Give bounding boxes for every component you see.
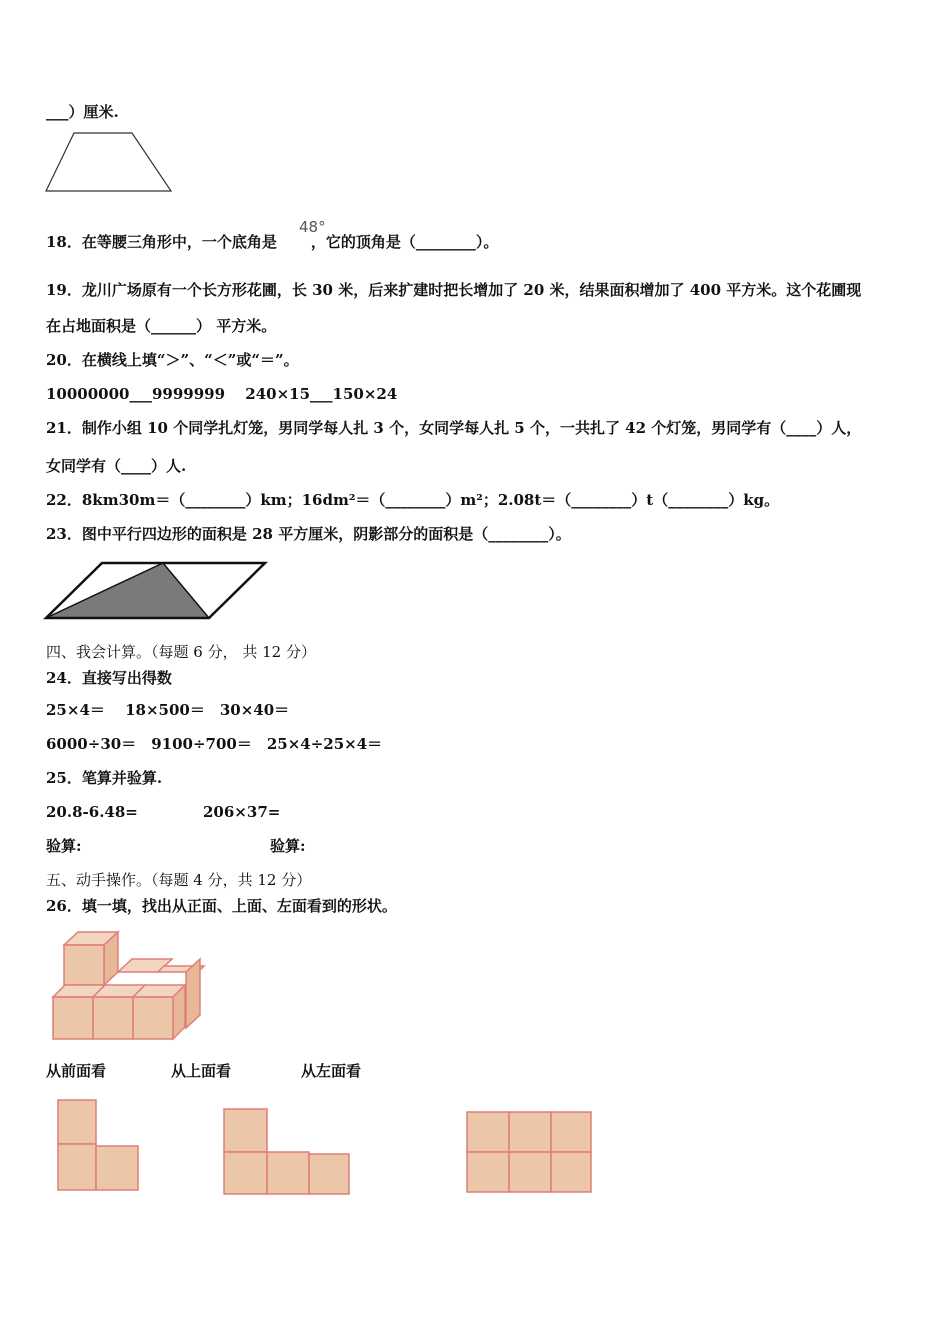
parallelogram-figure <box>44 560 268 622</box>
cube-stack-figure <box>50 930 210 1042</box>
view-shape-c <box>465 1110 595 1196</box>
q17-tail: ___）厘米. <box>46 103 119 121</box>
q26-title: 26．填一填，找出从正面、上面、左面看到的形状。 <box>46 897 397 915</box>
section5-heading: 五、动手操作。（每题 4 分，共 12 分） <box>46 871 312 889</box>
q25-title: 25．笔算并验算. <box>46 769 163 787</box>
q19-line2: 在占地面积是（______） 平方米。 <box>46 317 277 335</box>
q21-line2: 女同学有（____）人. <box>46 457 187 475</box>
angle-value: 48° <box>299 218 326 236</box>
q18 <box>46 232 498 252</box>
q19-line1: 19．龙川广场原有一个长方形花圃，长 30 米，后来扩建时把长增加了 20 米，结果面积增加了 400 平方米。这个花圃现 <box>46 281 862 299</box>
q24-title: 24．直接写出得数 <box>46 669 172 687</box>
view-shape-b <box>222 1107 354 1197</box>
section4-heading: 四、我会计算。（每题 6 分， 共 12 分） <box>46 643 316 661</box>
view-label-front: 从前面看 <box>46 1062 107 1080</box>
q18-after: ，它的顶角是（________）。 <box>310 233 499 251</box>
q25-check2: 验算: <box>270 837 306 855</box>
q20-title: 20．在横线上填“＞”、“＜”或“＝”。 <box>46 351 299 369</box>
q21-line1: 21．制作小组 10 个同学扎灯笼，男同学每人扎 3 个，女同学每人扎 5 个，一共扎了 42 个灯笼，男同学有（____）人， <box>46 419 862 437</box>
view-label-left: 从左面看 <box>301 1062 362 1080</box>
q25-check1: 验算: <box>46 837 82 855</box>
q18-before: 18．在等腰三角形中，一个底角是 <box>46 233 277 251</box>
q25-expr2: 206×37= <box>203 803 281 821</box>
q23: 23．图中平行四边形的面积是 28 平方厘米，阴影部分的面积是（________）。 <box>46 525 571 543</box>
q25-expr1: 20.8-6.48= <box>46 803 138 821</box>
trapezoid-figure <box>44 131 174 193</box>
q24-row2: 6000÷30＝ 9100÷700＝ 25×4÷25×4＝ <box>46 735 383 753</box>
view-shape-a <box>56 1098 146 1198</box>
q22: 22．8km30m＝（________）km；16dm²＝（________）m²；2.08t＝（________）t（________）kg。 <box>46 491 780 509</box>
shaded-triangle <box>46 563 209 618</box>
q24-row1: 25×4＝ 18×500＝ 30×40＝ <box>46 701 290 719</box>
view-label-top: 从上面看 <box>171 1062 232 1080</box>
q20-items: 10000000___9999999 240×15___150×24 <box>46 385 398 403</box>
